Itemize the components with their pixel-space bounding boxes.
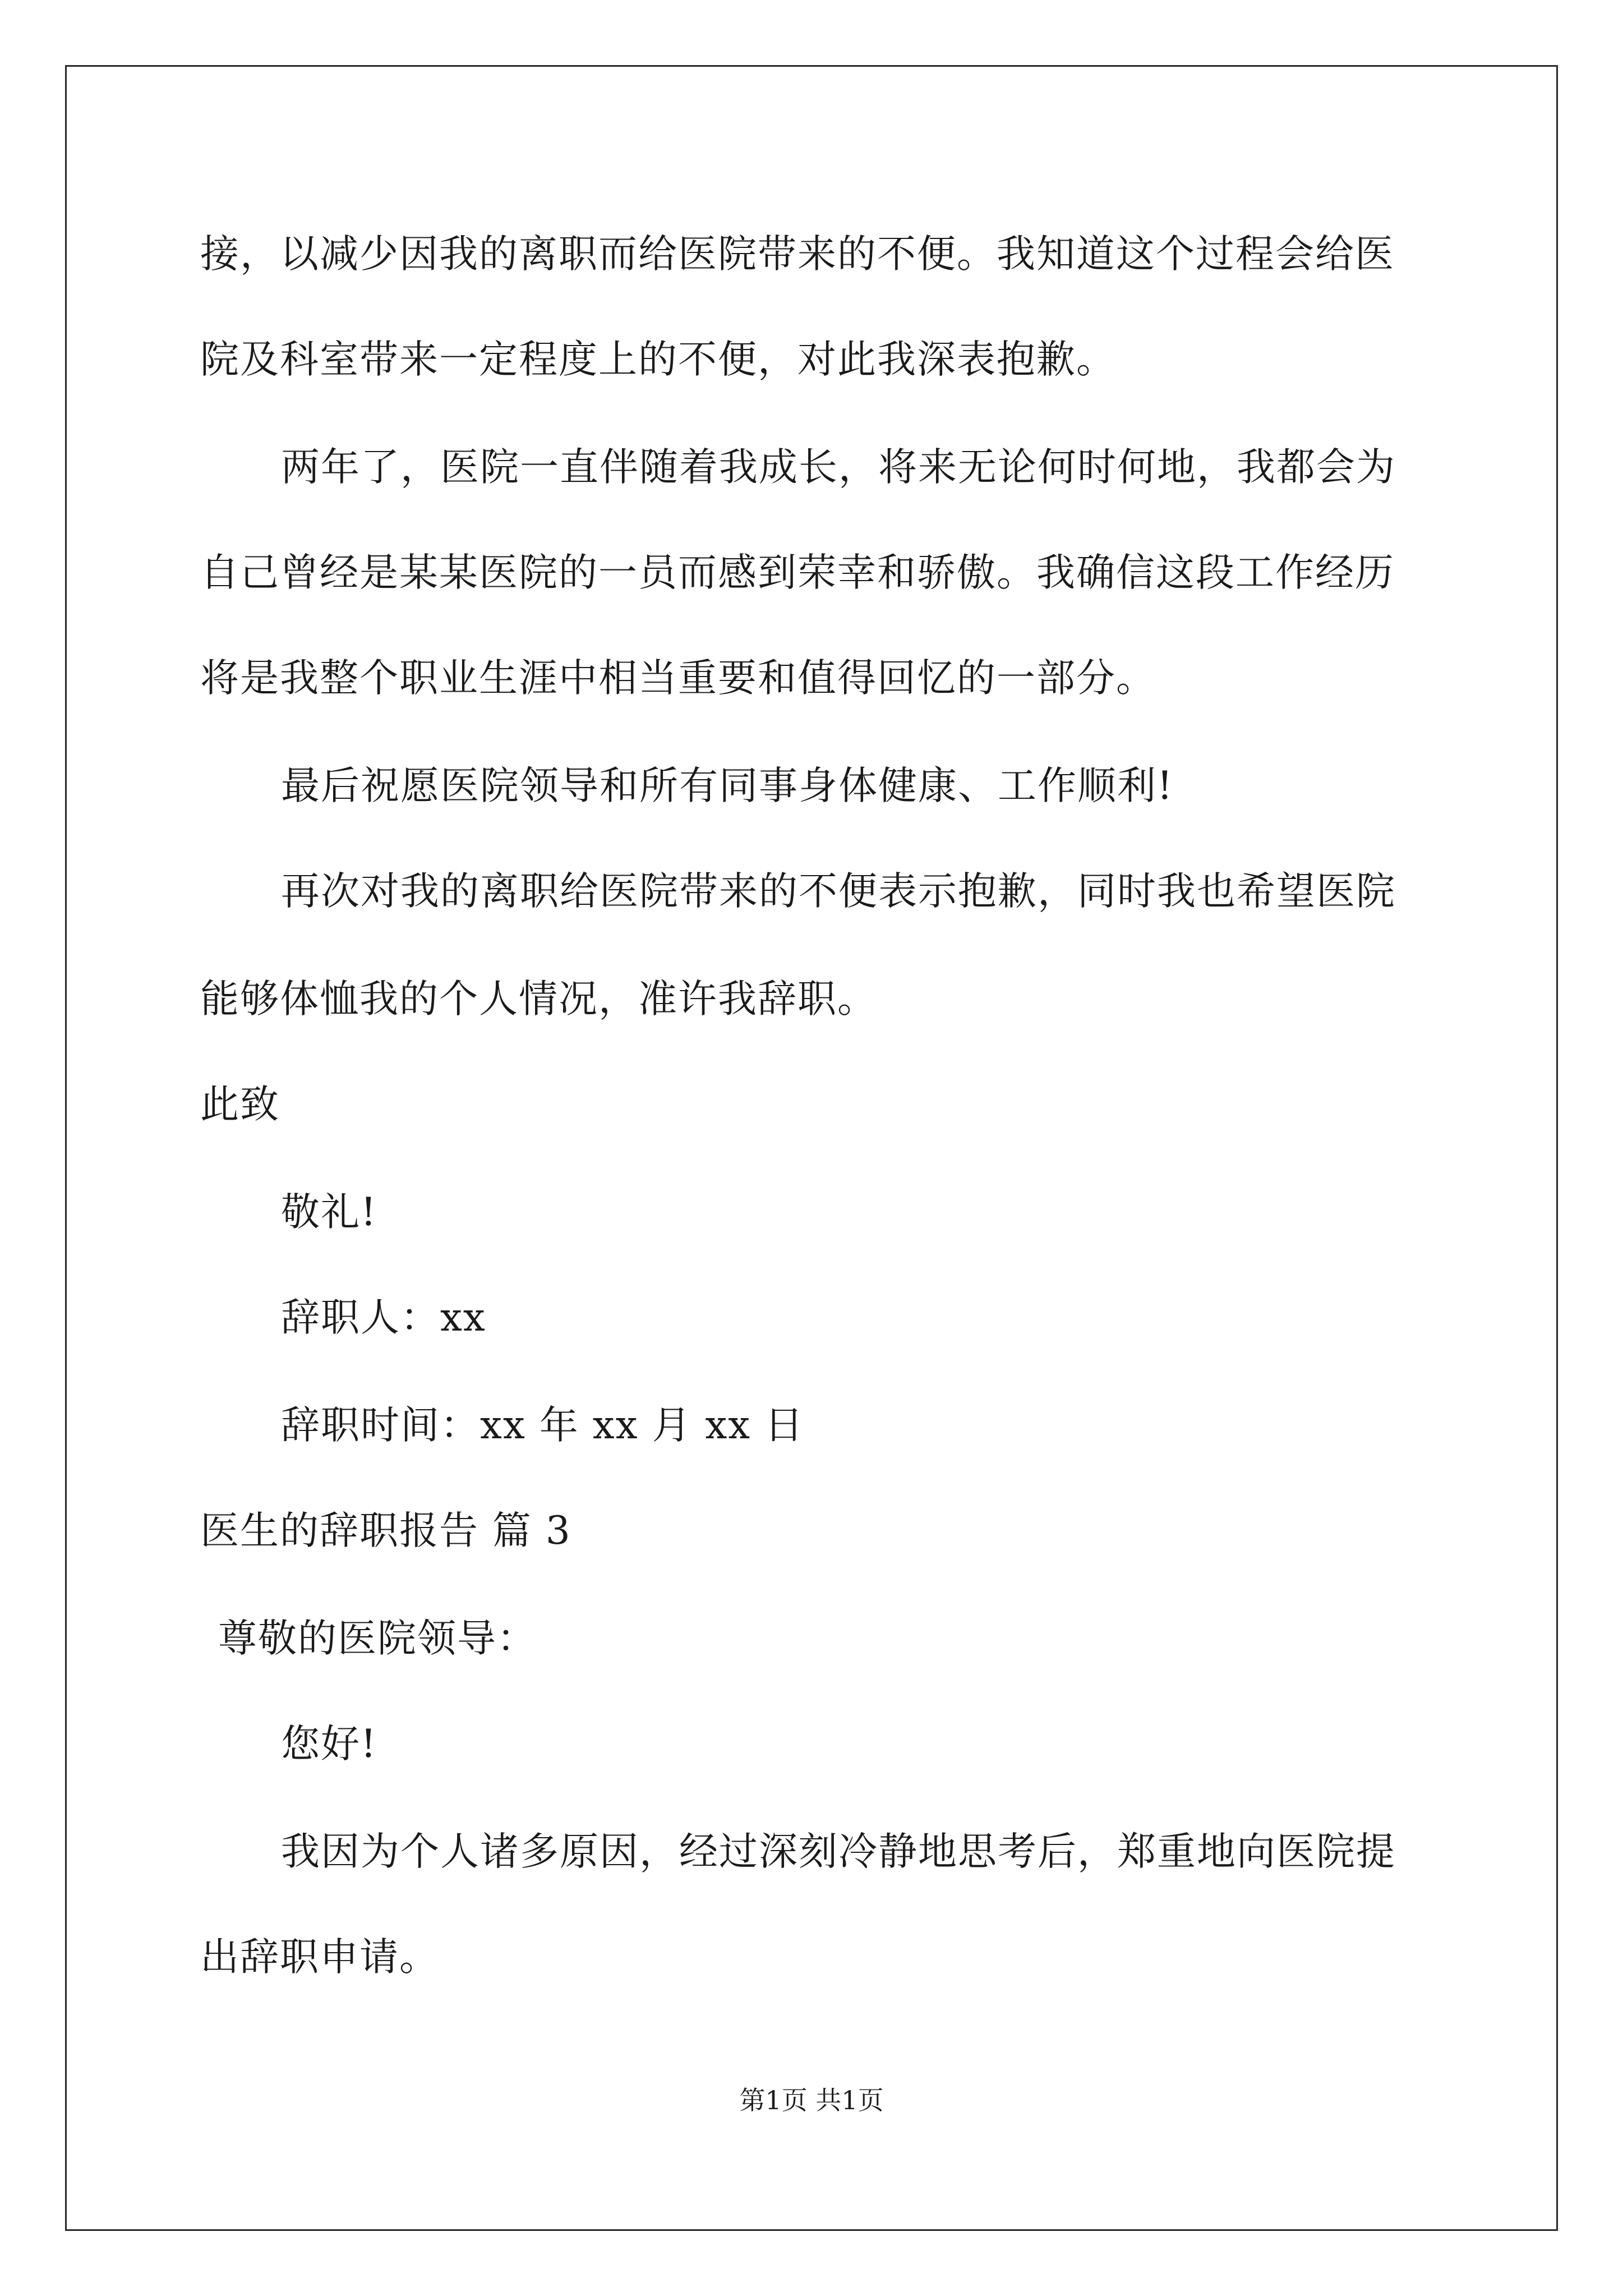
letter-hello: 您好!: [281, 1722, 377, 1766]
section-heading: 医生的辞职报告 篇 3: [200, 1508, 571, 1553]
text-line: 两年了，医院一直伴随着我成长，将来无论何时何地，我都会为: [281, 445, 1396, 490]
resigner-name: 辞职人：xx: [281, 1295, 486, 1340]
text-line: 再次对我的离职给医院带来的不便表示抱歉，同时我也希望医院: [281, 869, 1396, 914]
page-border: [65, 65, 1558, 2231]
letter-greeting: 尊敬的医院领导：: [218, 1616, 537, 1661]
text-line: 自己曾经是某某医院的一员而感到荣幸和骄傲。我确信这段工作经历: [200, 550, 1395, 595]
text-line: 出辞职申请。: [200, 1935, 439, 1980]
text-line: 将是我整个职业生涯中相当重要和值得回忆的一部分。: [200, 656, 1156, 701]
text-line: 接，以减少因我的离职而给医院带来的不便。我知道这个过程会给医: [200, 232, 1395, 277]
text-line: 院及科室带来一定程度上的不便，对此我深表抱歉。: [200, 337, 1116, 382]
text-line: 最后祝愿医院领导和所有同事身体健康、工作顺利!: [281, 763, 1174, 808]
page-number: 第1页 共1页: [739, 2085, 884, 2115]
text-line: 我因为个人诸多原因，经过深刻冷静地思考后，郑重地向医院提: [281, 1829, 1396, 1874]
closing-salutation: 此致: [200, 1082, 280, 1127]
text-line: 能够体恤我的个人情况，准许我辞职。: [200, 977, 877, 1022]
closing-respect: 敬礼!: [281, 1190, 377, 1235]
resignation-date: 辞职时间：xx 年 xx 月 xx 日: [281, 1403, 805, 1448]
